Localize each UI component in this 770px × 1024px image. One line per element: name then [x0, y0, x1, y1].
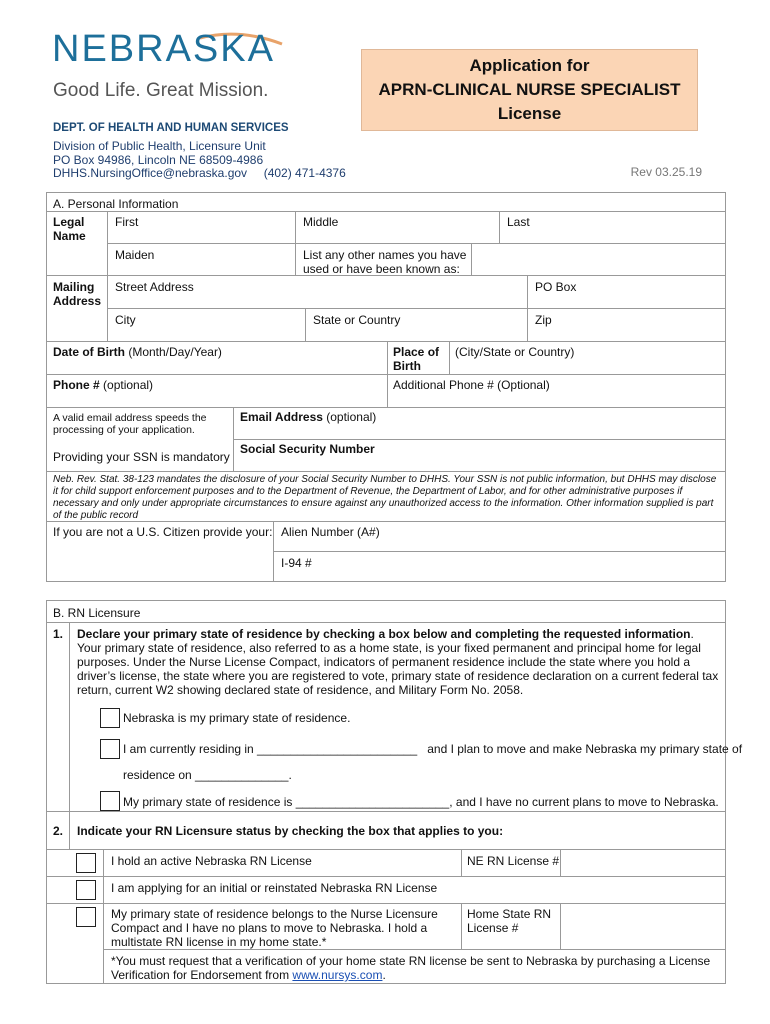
- ne-rn-license-field[interactable]: NE RN License #: [467, 854, 560, 868]
- po-box-field[interactable]: PO Box: [535, 280, 577, 294]
- question-1-body: . Your primary state of residence, also referred to as a home state, is your fixed permanent and principal home for legal purposes. Under the Nurse License Compact, indicators of permanent residence include the state where you hold a driver’s license, the state where you are registered to vote, primary state of residence declaration on a current federal tax return, current W2 showing declared state of residence, and Military Form No. 2058.: [77, 627, 719, 697]
- residence-moving-label: I am currently residing in ________________________ and I plan to move and make Nebraska my primary state of: [123, 742, 743, 756]
- section-a-personal-info: [46, 192, 726, 582]
- non-citizen-label: If you are not a U.S. Citizen provide your:: [53, 525, 273, 539]
- ssn-note: Providing your SSN is mandatory: [53, 450, 230, 464]
- middle-name-field[interactable]: Middle: [303, 215, 339, 229]
- city-field[interactable]: City: [115, 313, 136, 327]
- home-state-license-field[interactable]: Home State RN License #: [467, 907, 552, 935]
- form-title-line: License: [497, 104, 562, 123]
- alien-number-field[interactable]: Alien Number (A#): [281, 525, 380, 539]
- email-note: A valid email address speeds the processing of your application.: [53, 412, 207, 436]
- dob-format: (Month/Day/Year): [125, 345, 222, 359]
- footnote-text: *You must request that a verification of your home state RN license be sent to Nebraska by purchasing a License Verification for Endorsement from: [111, 954, 711, 982]
- mailing-address-label: Mailing Address: [53, 280, 102, 308]
- nebraska-logo: NEBRASKA: [52, 28, 275, 70]
- question-1-heading: Declare your primary state of residence by checking a box below and completing the requested information: [77, 627, 691, 641]
- residence-nebraska-checkbox[interactable]: [100, 708, 120, 728]
- residence-other-state-label: My primary state of residence is _______________________, and I have no current plans to move to Nebraska.: [123, 795, 719, 809]
- form-title-line: APRN-CLINICAL NURSE SPECIALIST: [378, 80, 681, 99]
- residence-moving-date: residence on ______________.: [123, 768, 292, 782]
- question-2-text: Indicate your RN Licensure status by checking the box that applies to you:: [77, 824, 504, 838]
- legal-name-label: Legal Name: [53, 215, 86, 243]
- state-country-field[interactable]: State or Country: [313, 313, 401, 327]
- logo-tagline: Good Life. Great Mission.: [53, 80, 269, 101]
- status-applying-checkbox[interactable]: [76, 880, 96, 900]
- section-b-title: B. RN Licensure: [53, 606, 141, 620]
- residence-other-state-checkbox[interactable]: [100, 791, 120, 811]
- footnote-end: .: [382, 968, 386, 982]
- email-field[interactable]: [240, 410, 376, 424]
- question-2-number: 2.: [53, 824, 64, 838]
- email-optional: (optional): [322, 410, 377, 424]
- ssn-statute-notice: Neb. Rev. Stat. 38-123 mandates the disclosure of your Social Security Number to DHHS. Your SSN is not public information, but DHHS may disclose it for child support enforcement purposes and to the Department of Revenue, the Department of Labor, and for other administrative purposes if necessary and only under appropriate circumstances to ensure against any unauthorized access to the information. Other information supplied is part of the public record: [53, 474, 717, 521]
- other-names-input[interactable]: [477, 248, 717, 272]
- phone-field[interactable]: [53, 378, 153, 392]
- other-names-label: List any other names you have used or have been known as:: [303, 248, 467, 276]
- status-active-ne-checkbox[interactable]: [76, 853, 96, 873]
- i94-field[interactable]: I-94 #: [281, 556, 312, 570]
- address-line-2: PO Box 94986, Lincoln NE 68509-4986: [53, 153, 264, 167]
- zip-field[interactable]: Zip: [535, 313, 552, 327]
- status-multistate-label: My primary state of residence belongs to the Nurse Licensure Compact and I have no plans to move to Nebraska. I hold a multistate RN license in my home state.*: [111, 907, 438, 949]
- form-title: [361, 49, 698, 131]
- status-applying-label: I am applying for an initial or reinstated Nebraska RN License: [111, 881, 438, 895]
- maiden-name-field[interactable]: Maiden: [115, 248, 155, 262]
- verification-footnote: [111, 954, 711, 982]
- residence-nebraska-label: Nebraska is my primary state of residence.: [123, 711, 351, 725]
- additional-phone-field[interactable]: Additional Phone # (Optional): [393, 378, 550, 392]
- date-of-birth-field[interactable]: [53, 345, 222, 359]
- first-name-field[interactable]: First: [115, 215, 139, 229]
- phone-optional: (optional): [99, 378, 154, 392]
- ne-rn-license-input[interactable]: [565, 853, 720, 873]
- status-active-ne-label: I hold an active Nebraska RN License: [111, 854, 312, 868]
- dob-label: Date of Birth: [53, 345, 125, 359]
- revision-date: Rev 03.25.19: [630, 165, 702, 179]
- question-1-number: 1.: [53, 627, 64, 641]
- email-label: Email Address: [240, 410, 323, 424]
- last-name-field[interactable]: Last: [507, 215, 530, 229]
- form-title-line: Application for: [469, 56, 590, 75]
- place-of-birth-field[interactable]: (City/State or Country): [455, 345, 575, 359]
- residence-moving-checkbox[interactable]: [100, 739, 120, 759]
- nursys-link[interactable]: www.nursys.com: [292, 968, 383, 982]
- place-of-birth-label: Place of Birth: [393, 345, 440, 373]
- department-name: DEPT. OF HEALTH AND HUMAN SERVICES: [53, 122, 289, 134]
- section-a-title: A. Personal Information: [53, 197, 179, 211]
- ssn-field[interactable]: Social Security Number: [240, 442, 375, 456]
- phone-label: Phone #: [53, 378, 100, 392]
- section-b-rn-licensure: [46, 600, 743, 984]
- status-multistate-checkbox[interactable]: [76, 907, 96, 927]
- street-address-field[interactable]: Street Address: [115, 280, 194, 294]
- home-state-license-input[interactable]: [565, 907, 720, 945]
- address-line-1: Division of Public Health, Licensure Unit: [53, 139, 266, 153]
- address-line-3: DHHS.NursingOffice@nebraska.gov (402) 471-4376: [53, 166, 346, 180]
- question-1-text: [77, 627, 719, 697]
